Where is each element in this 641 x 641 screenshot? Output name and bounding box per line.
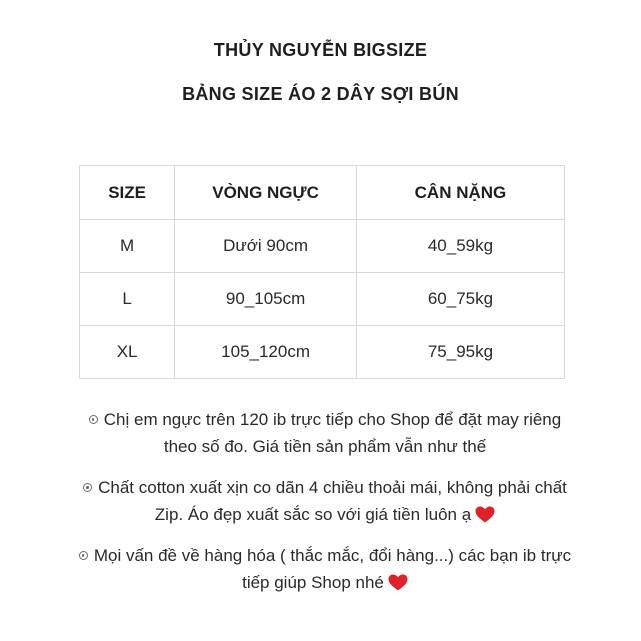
note-item bbox=[70, 542, 580, 596]
table-header-row bbox=[80, 166, 565, 220]
note-text: Mọi vấn đề về hàng hóa ( thắc mắc, đổi hàng...) các bạn ib trực tiếp giúp Shop nhé bbox=[93, 546, 572, 592]
note-text: Chị em ngực trên 120 ib trực tiếp cho Shop để đặt may riêng theo số đo. Giá tiền sản phẩm vẫn như thế bbox=[103, 410, 562, 456]
cell-size: M bbox=[80, 220, 175, 273]
red-heart-icon bbox=[388, 574, 408, 591]
round-pushpin-bullet-icon bbox=[89, 415, 98, 424]
header-chest: VÒNG NGỰC bbox=[175, 166, 357, 220]
red-heart-icon bbox=[475, 506, 495, 523]
cell-chest: 90_105cm bbox=[175, 273, 357, 326]
round-pushpin-bullet-icon bbox=[79, 551, 88, 560]
size-chart-title: BẢNG SIZE ÁO 2 DÂY SỢI BÚN bbox=[182, 84, 459, 104]
table-row bbox=[80, 273, 565, 326]
round-pushpin-bullet-icon bbox=[83, 483, 92, 492]
notes-section bbox=[70, 406, 580, 610]
header-weight: CÂN NẶNG bbox=[356, 166, 564, 220]
cell-size: L bbox=[80, 273, 175, 326]
shop-name: THỦY NGUYỄN BIGSIZE bbox=[213, 40, 428, 60]
note-item bbox=[70, 406, 580, 460]
note-text: Chất cotton xuất xịn co dãn 4 chiều thoải mái, không phải chất Zip. Áo đẹp xuất sắc so với giá tiền luôn ạ bbox=[98, 478, 567, 524]
size-table bbox=[79, 165, 565, 379]
cell-chest: Dưới 90cm bbox=[175, 220, 357, 273]
header-size: SIZE bbox=[80, 166, 175, 220]
cell-weight: 75_95kg bbox=[356, 326, 564, 379]
note-item bbox=[70, 474, 580, 528]
cell-weight: 40_59kg bbox=[356, 220, 564, 273]
cell-weight: 60_75kg bbox=[356, 273, 564, 326]
cell-size: XL bbox=[80, 326, 175, 379]
cell-chest: 105_120cm bbox=[175, 326, 357, 379]
table-row bbox=[80, 326, 565, 379]
table-row bbox=[80, 220, 565, 273]
